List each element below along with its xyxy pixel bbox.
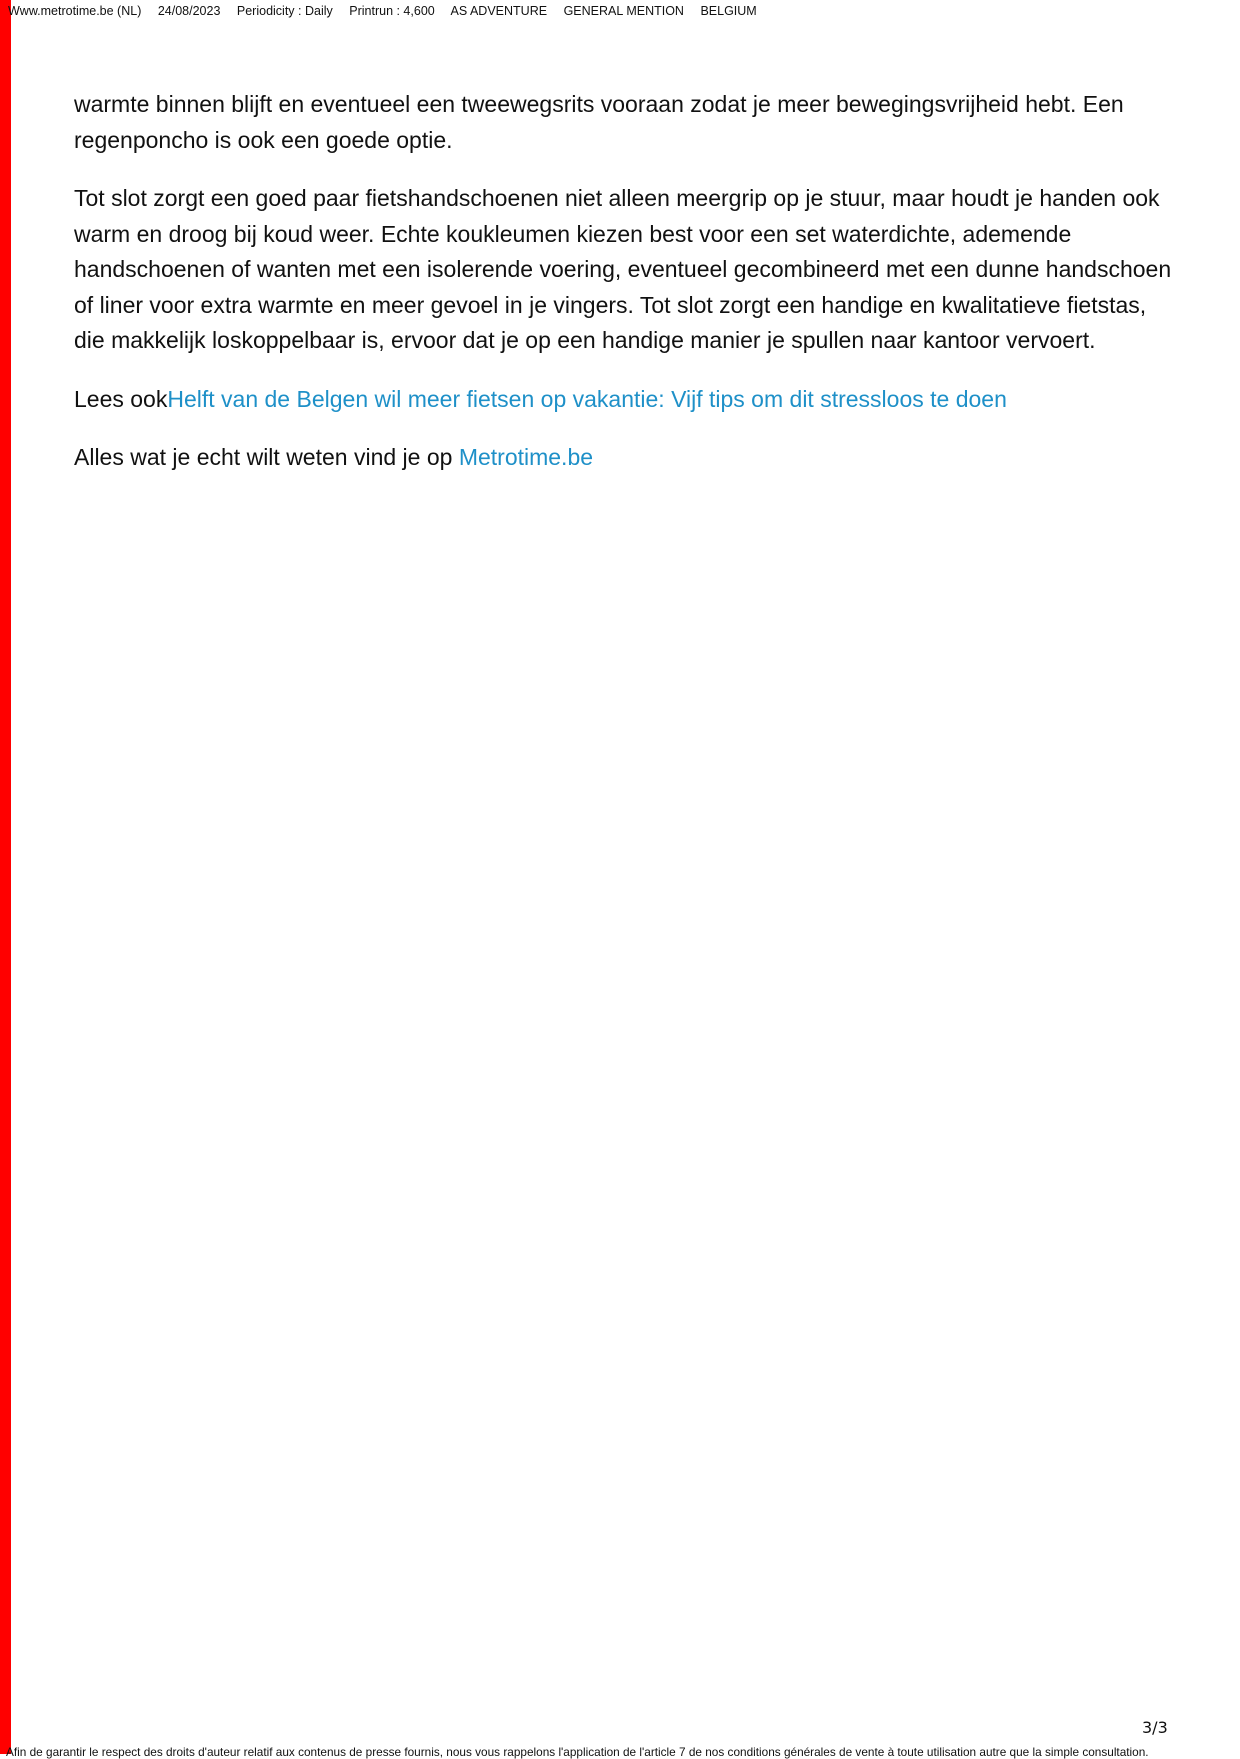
header-source: Www.metrotime.be (NL) <box>8 4 142 18</box>
read-also-line <box>74 382 1174 418</box>
header-brand: AS ADVENTURE <box>450 4 548 18</box>
article-paragraph-2: Tot slot zorgt een goed paar fietshandschoenen niet alleen meergrip op je stuur, maar houdt je handen ook warm en droog bij koud weer. Echte koukleumen kiezen best voor een set waterdichte, ademende handschoenen of wanten met een isolerende voering, eventueel gecombineerd met een dunne handschoen of liner voor extra warmte en meer gevoel in je vingers. Tot slot zorgt een handige en kwalitatieve fietstas, die makkelijk loskoppelbaar is, ervoor dat je op een handige manier je spullen naar kantoor vervoert. <box>74 185 1172 353</box>
page-number: 3/3 <box>1142 1718 1168 1737</box>
closing-prefix: Alles wat je echt wilt weten vind je op <box>74 444 459 470</box>
copyright-disclaimer: Afin de garantir le respect des droits d'auteur relatif aux contenus de presse fournis, nous vous rappelons l'application de l'article 7 de nos conditions générales de vente à toute utilisation autre que la simple consultation. <box>6 1745 1149 1759</box>
header-mention: GENERAL MENTION <box>563 4 684 18</box>
header-country: BELGIUM <box>700 4 757 18</box>
header-date: 24/08/2023 <box>157 4 221 18</box>
header-printrun: Printrun : 4,600 <box>349 4 435 18</box>
article-body <box>74 87 1174 499</box>
read-also-link[interactable]: Helft van de Belgen wil meer fietsen op vakantie: Vijf tips om dit stressloos te doen <box>167 385 1007 412</box>
article-paragraph-1: warmte binnen blijft en eventueel een tweewegsrits vooraan zodat je meer bewegingsvrijheid hebt. Een regenponcho is ook een goede optie. <box>74 91 1124 153</box>
metrotime-link[interactable]: Metrotime.be <box>458 444 594 470</box>
header-periodicity: Periodicity : Daily <box>236 4 333 18</box>
closing-line <box>74 440 1174 476</box>
press-clipping-header <box>8 3 757 19</box>
read-also-prefix: Lees ook <box>74 385 168 412</box>
red-margin-bar <box>0 0 11 1754</box>
